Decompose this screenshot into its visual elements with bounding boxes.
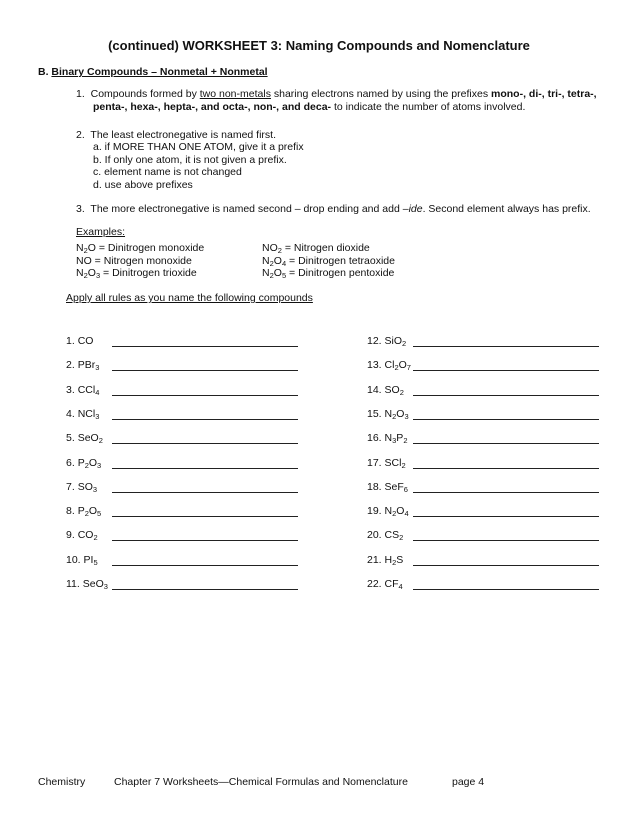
example-row	[76, 255, 192, 268]
answer-blank[interactable]	[413, 395, 599, 396]
rule-1-underlined: two non-metals	[199, 88, 271, 100]
question-label	[66, 457, 101, 469]
question-number: 10.	[66, 553, 81, 566]
formula-symbol: N	[384, 407, 393, 420]
question-number: 22.	[367, 578, 382, 590]
question-formula	[84, 554, 98, 566]
formula-symbol: CS	[384, 529, 400, 542]
formula-symbol: O	[396, 505, 405, 518]
formula-subscript: 2	[403, 436, 408, 446]
formula-symbol: CO	[77, 335, 94, 347]
question-label	[66, 481, 97, 493]
answer-blank[interactable]	[413, 492, 599, 493]
rule-2-text: The least electronegative is named first.	[90, 129, 277, 141]
footer-subject: Chemistry	[38, 776, 86, 788]
answer-blank[interactable]	[413, 419, 599, 420]
formula-subscript: 6	[403, 484, 408, 494]
question-formula	[78, 359, 100, 371]
rule-3-text-b: . Second element always has prefix.	[422, 203, 591, 215]
question-formula	[385, 578, 403, 590]
rule-3-italic: ide	[408, 203, 423, 215]
answer-blank[interactable]	[112, 419, 298, 420]
formula-subscript: 2	[269, 258, 274, 268]
section-prefix: B.	[38, 66, 52, 78]
question-label	[66, 578, 108, 590]
formula-symbol: O	[88, 505, 98, 518]
answer-blank[interactable]	[112, 395, 298, 396]
question-formula	[385, 505, 409, 517]
question-label	[66, 529, 98, 541]
formula-symbol: P	[77, 505, 85, 518]
question-label	[367, 384, 404, 396]
question-label	[367, 505, 409, 517]
answer-blank[interactable]	[112, 589, 298, 590]
formula-symbol: O	[87, 242, 96, 254]
example-formula	[76, 242, 96, 254]
rule-1-text-c: to indicate the number of atoms involved.	[331, 101, 526, 113]
question-number: 2.	[66, 359, 75, 372]
question-formula	[83, 578, 108, 590]
answer-blank[interactable]	[112, 565, 298, 566]
example-name: = Nitrogen monoxide	[91, 254, 192, 267]
formula-subscript: 3	[392, 436, 397, 446]
question-formula	[385, 529, 404, 541]
formula-symbol: P	[77, 456, 85, 469]
rule-1	[76, 88, 616, 101]
question-label	[66, 384, 99, 396]
formula-subscript: 4	[95, 387, 100, 397]
example-name: = Dinitrogen monoxide	[95, 242, 205, 254]
question-number: 13.	[367, 359, 382, 372]
formula-symbol: O	[273, 254, 282, 267]
formula-symbol: N	[384, 505, 393, 518]
question-formula	[385, 481, 408, 493]
formula-subscript: 3	[97, 460, 102, 470]
formula-symbol: SO	[384, 383, 400, 396]
question-label	[367, 529, 403, 541]
formula-symbol: SeF	[384, 480, 404, 493]
question-number: 9.	[66, 529, 75, 542]
question-formula	[78, 335, 94, 347]
question-formula	[385, 457, 406, 469]
formula-symbol: O	[396, 407, 405, 420]
question-number: 16.	[367, 432, 382, 445]
formula-subscript: 4	[281, 258, 287, 268]
formula-subscript: 2	[93, 533, 98, 543]
formula-subscript: 3	[95, 271, 101, 280]
formula-subscript: 2	[399, 533, 404, 543]
formula-subscript: 2	[392, 509, 397, 519]
question-label	[367, 408, 409, 420]
example-row	[76, 242, 204, 255]
answer-blank[interactable]	[112, 540, 298, 541]
question-number: 19.	[367, 505, 382, 518]
question-label	[66, 432, 103, 444]
rule-3	[76, 203, 591, 216]
footer-chapter: Chapter 7 Worksheets—Chemical Formulas and Nomenclature	[114, 776, 408, 788]
answer-blank[interactable]	[413, 468, 599, 469]
formula-subscript: 4	[404, 509, 409, 519]
rule-2-item-c: c. element name is not changed	[93, 166, 242, 178]
example-formula	[262, 255, 286, 267]
answer-blank[interactable]	[413, 346, 599, 347]
rule-1-line-2	[93, 101, 613, 114]
examples-heading: Examples:	[76, 226, 126, 238]
question-number: 8.	[66, 505, 75, 518]
formula-subscript: 3	[95, 363, 100, 373]
formula-symbol: CF	[384, 578, 399, 590]
formula-subscript: 2	[399, 387, 404, 397]
question-label	[66, 505, 101, 517]
example-row	[262, 267, 394, 280]
question-label	[367, 481, 408, 493]
question-number: 4.	[66, 407, 75, 420]
formula-symbol: N	[262, 254, 270, 267]
formula-subscript: 7	[406, 363, 411, 373]
formula-subscript: 2	[392, 557, 397, 567]
answer-blank[interactable]	[413, 516, 599, 517]
question-formula	[385, 432, 408, 444]
formula-subscript: 3	[92, 484, 98, 494]
question-formula	[385, 384, 404, 396]
formula-subscript: 2	[401, 460, 406, 470]
formula-subscript: 2	[84, 460, 89, 470]
question-label	[367, 335, 406, 347]
question-label	[66, 359, 99, 371]
section-label: Binary Compounds – Nonmetal + Nonmetal	[51, 66, 268, 78]
question-formula	[78, 384, 100, 396]
example-row	[262, 255, 395, 268]
question-number: 7.	[66, 480, 75, 493]
formula-symbol: SO	[77, 480, 93, 493]
question-label	[66, 335, 93, 347]
answer-blank[interactable]	[112, 468, 298, 469]
apply-instructions: Apply all rules as you name the following compounds	[66, 292, 313, 304]
formula-symbol: O	[398, 359, 407, 372]
question-number: 17.	[367, 456, 382, 469]
question-number: 18.	[367, 480, 382, 493]
rule-1-bold-b: penta-, hexa-, hepta-, and octa-, non-, and deca-	[93, 101, 332, 113]
formula-symbol: SCl	[384, 456, 402, 469]
question-label	[66, 554, 98, 566]
section-heading	[38, 66, 268, 78]
example-name: = Dinitrogen tetraoxide	[286, 254, 395, 267]
formula-subscript: 2	[83, 271, 88, 280]
formula-symbol: SeO	[82, 578, 104, 590]
rule-1-text-a: Compounds formed by	[90, 88, 200, 100]
question-label	[367, 359, 411, 371]
formula-subscript: 2	[269, 271, 274, 280]
example-row	[76, 267, 197, 280]
formula-symbol: NCl	[77, 407, 96, 420]
formula-symbol: P	[396, 432, 404, 445]
question-formula	[385, 554, 404, 566]
question-formula	[385, 359, 411, 371]
question-label	[367, 554, 403, 566]
question-formula	[78, 457, 102, 469]
question-number: 1.	[66, 335, 75, 347]
formula-symbol: NO	[76, 254, 92, 267]
question-number: 20.	[367, 529, 382, 542]
question-number: 3.	[66, 383, 75, 396]
rule-1-text-b: sharing electrons named by using the prefixes	[270, 88, 491, 100]
formula-subscript: 2	[83, 246, 88, 255]
question-formula	[385, 408, 409, 420]
formula-subscript: 2	[277, 246, 282, 255]
example-name: = Nitrogen dioxide	[281, 242, 370, 254]
question-number: 14.	[367, 383, 382, 396]
answer-blank[interactable]	[413, 565, 599, 566]
example-name: = Dinitrogen trioxide	[100, 267, 197, 279]
formula-subscript: 5	[93, 557, 98, 567]
page-title: (continued) WORKSHEET 3: Naming Compounds and Nomenclature	[108, 38, 530, 53]
formula-subscript: 5	[281, 271, 287, 280]
formula-symbol: PI	[83, 553, 94, 566]
rule-1-number: 1.	[76, 88, 85, 100]
formula-symbol: PBr	[77, 359, 96, 372]
answer-blank[interactable]	[413, 443, 599, 444]
answer-blank[interactable]	[112, 346, 298, 347]
answer-blank[interactable]	[112, 443, 298, 444]
formula-symbol: CCl	[77, 383, 96, 396]
formula-symbol: Cl	[384, 359, 395, 372]
question-formula	[78, 481, 97, 493]
rule-2-item-d: d. use above prefixes	[93, 178, 193, 191]
formula-symbol: O	[273, 267, 282, 279]
answer-blank[interactable]	[112, 492, 298, 493]
rule-3-text-a: The more electronegative is named second – drop ending and add –	[90, 203, 409, 215]
question-label	[66, 408, 99, 420]
rule-3-number: 3.	[76, 203, 85, 215]
example-name: = Dinitrogen pentoxide	[286, 267, 395, 279]
question-formula	[78, 529, 98, 541]
answer-blank[interactable]	[112, 516, 298, 517]
rule-2-item-a: a. if MORE THAN ONE ATOM, give it a prefix	[93, 141, 304, 153]
example-formula	[76, 255, 92, 267]
question-number: 5.	[66, 432, 75, 445]
question-number: 15.	[367, 407, 382, 420]
example-formula	[262, 267, 286, 279]
formula-symbol: H	[384, 553, 393, 566]
formula-symbol: SiO	[384, 335, 403, 347]
formula-subscript: 4	[398, 582, 403, 591]
example-row	[262, 242, 370, 255]
formula-symbol: SeO	[77, 432, 99, 445]
question-number: 6.	[66, 456, 75, 469]
rule-2-number: 2.	[76, 129, 85, 141]
formula-symbol: O	[87, 267, 96, 279]
formula-symbol: O	[88, 456, 98, 469]
answer-blank[interactable]	[112, 370, 298, 371]
answer-blank[interactable]	[413, 370, 599, 371]
formula-symbol: N	[384, 432, 393, 445]
question-label	[367, 578, 403, 590]
question-label	[367, 457, 406, 469]
question-formula	[78, 505, 102, 517]
footer-page: page 4	[452, 776, 485, 788]
rule-2-item-b: b. If only one atom, it is not given a prefix.	[93, 153, 287, 166]
formula-symbol: S	[396, 553, 404, 566]
question-number: 21.	[367, 553, 382, 566]
formula-subscript: 2	[98, 436, 103, 446]
question-label	[367, 432, 407, 444]
formula-symbol: N	[262, 267, 270, 279]
formula-symbol: CO	[77, 529, 94, 542]
formula-subscript: 3	[404, 411, 409, 421]
rule-1-bold-a: mono-, di-, tri-, tetra-,	[491, 88, 597, 100]
formula-subscript: 3	[95, 411, 100, 421]
question-number: 12.	[367, 335, 382, 347]
answer-blank[interactable]	[413, 589, 599, 590]
formula-subscript: 3	[103, 582, 108, 591]
question-number: 11.	[66, 578, 80, 590]
formula-symbol: N	[76, 242, 84, 254]
answer-blank[interactable]	[413, 540, 599, 541]
question-formula	[78, 432, 103, 444]
formula-subscript: 2	[392, 411, 397, 421]
question-formula	[385, 335, 407, 347]
formula-subscript: 2	[84, 509, 89, 519]
example-formula	[262, 242, 282, 254]
formula-symbol: N	[76, 267, 84, 279]
question-formula	[78, 408, 100, 420]
formula-symbol: NO	[262, 242, 278, 254]
formula-subscript: 2	[402, 339, 407, 348]
formula-subscript: 2	[394, 363, 399, 373]
formula-subscript: 5	[97, 509, 102, 519]
example-formula	[76, 267, 100, 279]
